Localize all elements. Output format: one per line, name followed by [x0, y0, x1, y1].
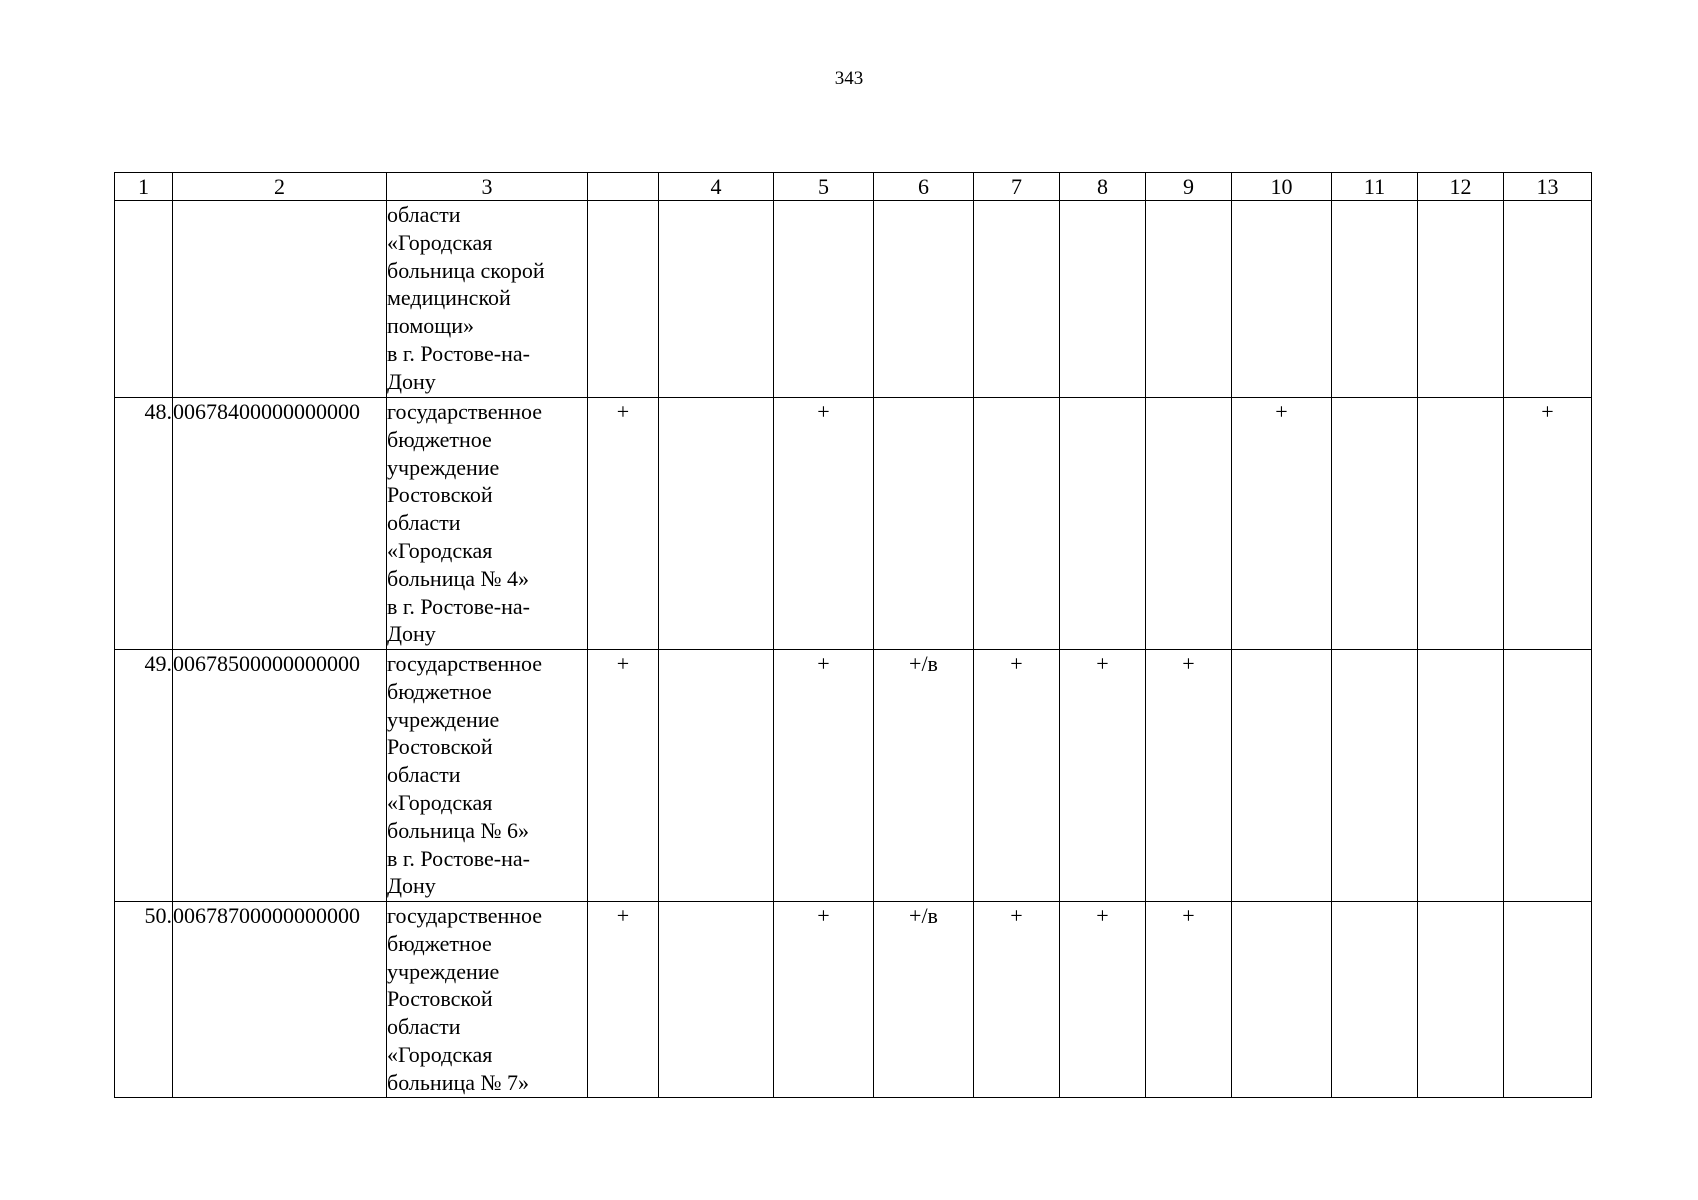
header-cell: 4: [659, 173, 774, 201]
mark-cell: [659, 650, 774, 902]
mark-cell: [1418, 398, 1504, 650]
mark-cell: [1332, 201, 1418, 398]
row-number-cell: 50.: [115, 902, 173, 1098]
mark-cell: +: [774, 398, 874, 650]
organization-name-line: в г. Ростове-на-: [387, 845, 530, 871]
mark-cell: [588, 201, 659, 398]
mark-cell: [1146, 398, 1232, 650]
mark-cell: [1504, 650, 1592, 902]
organization-code-cell: 00678700000000000: [173, 902, 387, 1098]
mark-cell: [1504, 201, 1592, 398]
mark-cell: [659, 398, 774, 650]
mark-cell: +: [1146, 902, 1232, 1098]
row-number-cell: 48.: [115, 398, 173, 650]
mark-cell: +: [774, 902, 874, 1098]
organization-name-line: медицинской: [387, 285, 511, 311]
organization-name-cell: [387, 398, 588, 650]
header-cell: 12: [1418, 173, 1504, 201]
header-cell: [588, 173, 659, 201]
mark-cell: [1332, 398, 1418, 650]
header-cell: 5: [774, 173, 874, 201]
header-cell: 6: [874, 173, 974, 201]
organization-name-line: учреждение: [387, 958, 500, 984]
table-row: [115, 398, 1592, 650]
mark-cell: +: [588, 902, 659, 1098]
organization-name-line: Ростовской: [387, 482, 493, 508]
mark-cell: +: [1060, 650, 1146, 902]
organization-name-line: бюджетное: [387, 426, 492, 452]
organization-name-line: больница № 4»: [387, 565, 529, 591]
organization-name-line: Ростовской: [387, 986, 493, 1012]
table-row: [115, 902, 1592, 1098]
mark-cell: +: [974, 650, 1060, 902]
organization-name-line: «Городская: [387, 229, 493, 255]
mark-cell: [1146, 201, 1232, 398]
organization-name-line: области: [387, 1014, 461, 1040]
organization-name-line: в г. Ростове-на-: [387, 340, 530, 366]
mark-cell: [1232, 650, 1332, 902]
mark-cell: [1232, 902, 1332, 1098]
organization-name-line: «Городская: [387, 789, 493, 815]
mark-cell: +: [588, 398, 659, 650]
organization-name-line: области: [387, 510, 461, 536]
mark-cell: +: [774, 650, 874, 902]
mark-cell: [774, 201, 874, 398]
organization-name-line: больница № 6»: [387, 817, 529, 843]
mark-cell: +: [1504, 398, 1592, 650]
organization-name-line: учреждение: [387, 706, 500, 732]
header-cell: 3: [387, 173, 588, 201]
mark-cell: [1418, 902, 1504, 1098]
organization-name-line: государственное: [387, 651, 543, 676]
organization-name-cell: [387, 201, 588, 398]
mark-cell: [1504, 902, 1592, 1098]
mark-cell: +: [1146, 650, 1232, 902]
mark-cell: +/в: [874, 902, 974, 1098]
organization-name-line: государственное: [387, 399, 543, 424]
mark-cell: [974, 398, 1060, 650]
mark-cell: [974, 201, 1060, 398]
mark-cell: [1232, 201, 1332, 398]
mark-cell: +: [588, 650, 659, 902]
header-cell: 10: [1232, 173, 1332, 201]
mark-cell: +: [974, 902, 1060, 1098]
mark-cell: +/в: [874, 650, 974, 902]
organization-name-cell: [387, 902, 588, 1098]
table-row: [115, 201, 1592, 398]
organization-name-line: Ростовской: [387, 734, 493, 760]
table-header-row: [115, 173, 1592, 201]
organization-name-line: Дону: [387, 368, 436, 394]
mark-cell: [874, 201, 974, 398]
organization-code-cell: 00678400000000000: [173, 398, 387, 650]
header-cell: 2: [173, 173, 387, 201]
organization-name-line: «Городская: [387, 537, 493, 563]
organization-name-line: области: [387, 762, 461, 788]
organization-name-line: Дону: [387, 621, 436, 647]
mark-cell: [1332, 650, 1418, 902]
mark-cell: [659, 902, 774, 1098]
organization-name-line: в г. Ростове-на-: [387, 593, 530, 619]
organization-name-line: бюджетное: [387, 930, 492, 956]
organization-name-line: Дону: [387, 873, 436, 899]
organization-name-line: помощи»: [387, 313, 474, 339]
organization-name-line: области: [387, 202, 461, 227]
mark-cell: [1060, 398, 1146, 650]
header-cell: 13: [1504, 173, 1592, 201]
mark-cell: [1060, 201, 1146, 398]
organization-code-cell: [173, 201, 387, 398]
mark-cell: +: [1232, 398, 1332, 650]
header-cell: 11: [1332, 173, 1418, 201]
register-table: [114, 172, 1592, 1098]
table-row: [115, 650, 1592, 902]
organization-name-line: бюджетное: [387, 678, 492, 704]
header-cell: 7: [974, 173, 1060, 201]
organization-name-line: государственное: [387, 903, 543, 928]
organization-name-line: учреждение: [387, 454, 500, 480]
organization-name-line: больница скорой: [387, 257, 545, 283]
header-cell: 8: [1060, 173, 1146, 201]
page-number: 343: [834, 68, 864, 89]
organization-code-cell: 00678500000000000: [173, 650, 387, 902]
mark-cell: [1332, 902, 1418, 1098]
mark-cell: [659, 201, 774, 398]
organization-name-line: больница № 7»: [387, 1069, 529, 1095]
organization-name-line: «Городская: [387, 1041, 493, 1067]
row-number-cell: [115, 201, 173, 398]
mark-cell: [874, 398, 974, 650]
row-number-cell: 49.: [115, 650, 173, 902]
header-cell: 9: [1146, 173, 1232, 201]
mark-cell: [1418, 201, 1504, 398]
mark-cell: [1418, 650, 1504, 902]
organization-name-cell: [387, 650, 588, 902]
mark-cell: +: [1060, 902, 1146, 1098]
header-cell: 1: [115, 173, 173, 201]
